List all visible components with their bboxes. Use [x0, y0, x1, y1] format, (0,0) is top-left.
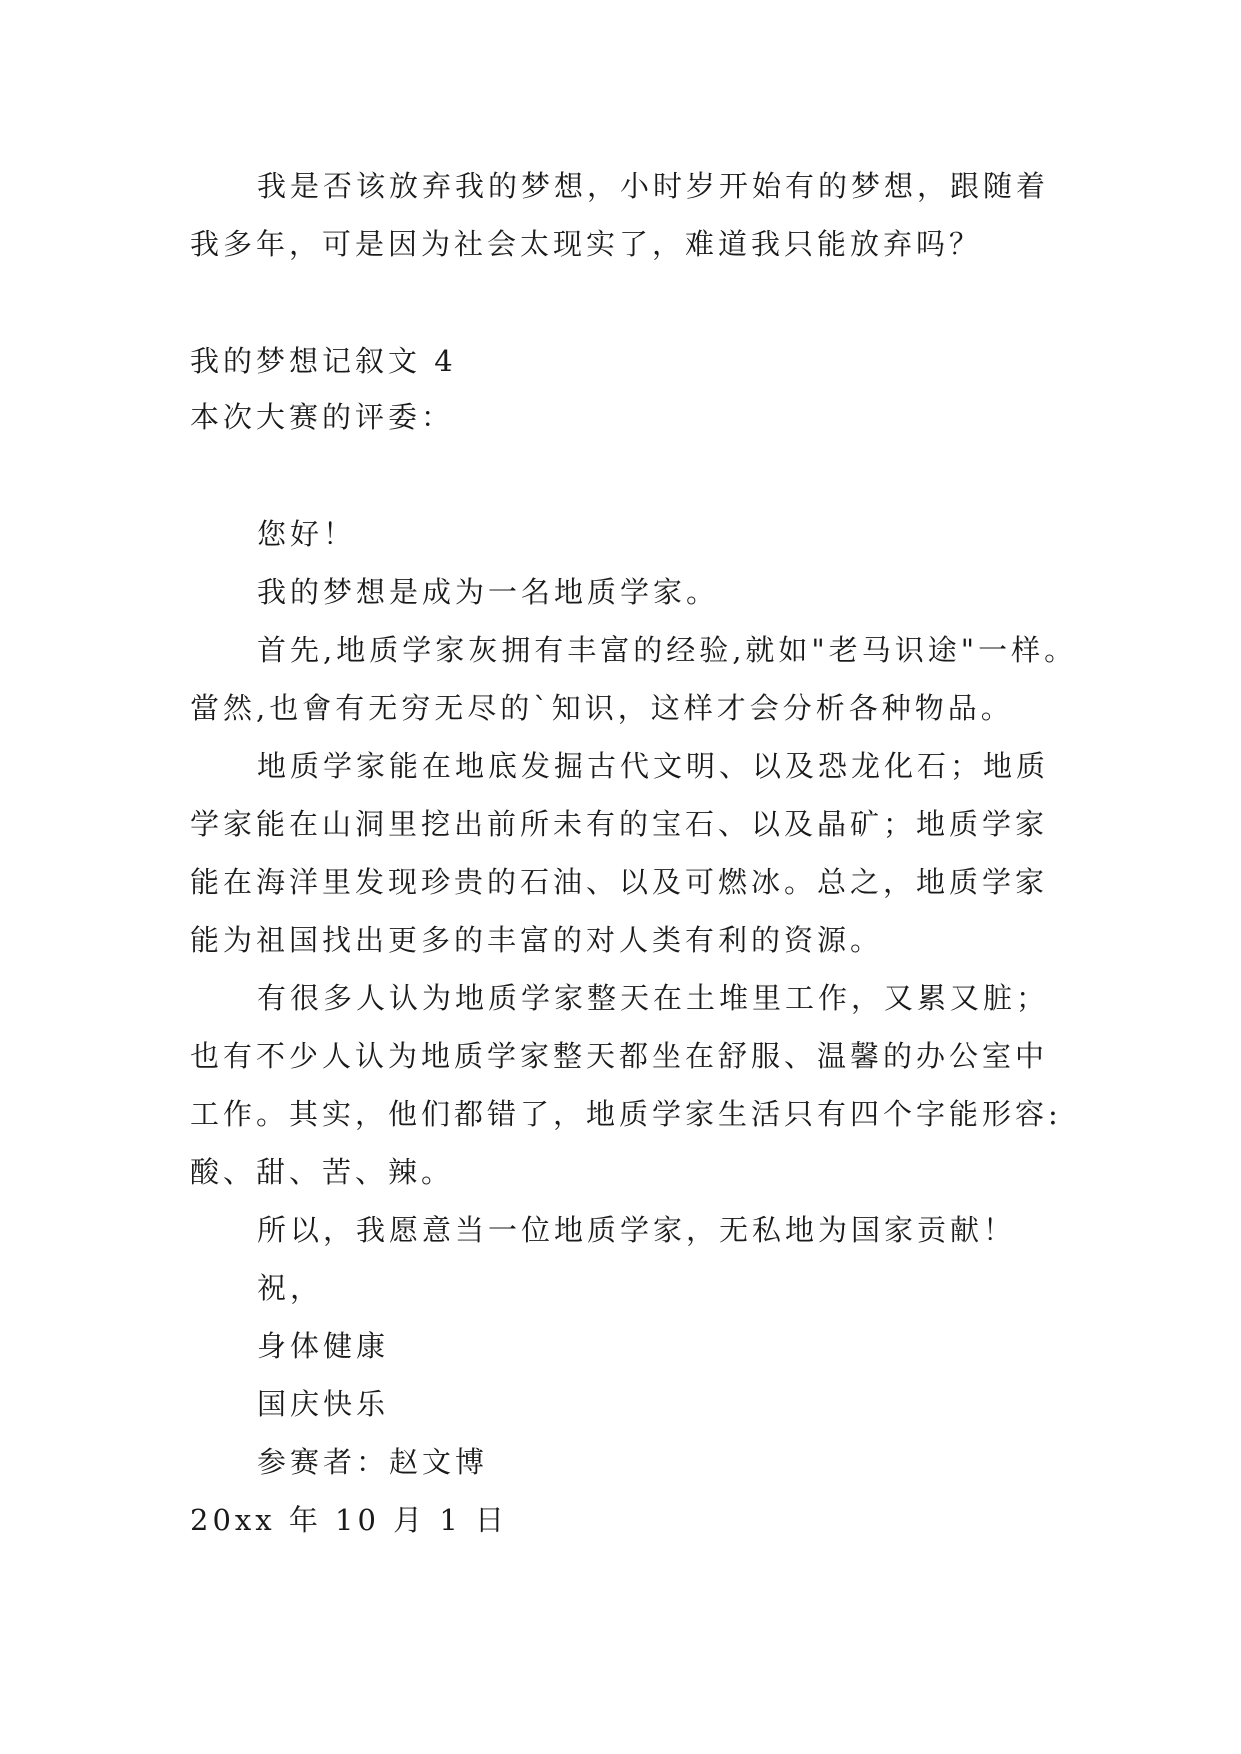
paragraph-line: 首先,地质学家灰拥有丰富的经验,就如"老马识途"一样。	[257, 633, 1078, 667]
paragraph-line: 酸、甜、苦、辣。	[190, 1155, 455, 1189]
closing-line: 身体健康	[257, 1329, 390, 1363]
paragraph-line: 也有不少人认为地质学家整天都坐在舒服、温馨的办公室中	[190, 1039, 1049, 1073]
paragraph-line: 地质学家能在地底发掘古代文明、以及恐龙化石；地质	[257, 749, 1050, 783]
paragraph-line: 我是否该放弃我的梦想，小时岁开始有的梦想，跟随着	[257, 169, 1050, 203]
paragraph-line: 我的梦想是成为一名地质学家。	[257, 575, 720, 609]
paragraph-line: 能为祖国找出更多的丰富的对人类有利的资源。	[190, 923, 884, 957]
paragraph-line: 當然,也會有无穷无尽的`知识，这样才会分析各种物品。	[190, 691, 1014, 725]
closing-line: 国庆快乐	[257, 1387, 390, 1421]
paragraph-line: 学家能在山洞里挖出前所未有的宝石、以及晶矿；地质学家	[190, 807, 1049, 841]
signature-line: 参赛者：赵文博	[257, 1445, 489, 1479]
closing-line: 祝，	[257, 1271, 324, 1305]
paragraph-line: 能在海洋里发现珍贵的石油、以及可燃冰。总之，地质学家	[190, 865, 1049, 899]
paragraph-line: 有很多人认为地质学家整天在土堆里工作，又累又脏；	[257, 981, 1050, 1015]
section-title: 我的梦想记叙文 4	[190, 344, 457, 378]
salutation-line: 本次大赛的评委：	[190, 400, 455, 434]
greeting-line: 您好！	[257, 517, 357, 551]
paragraph-line: 我多年，可是因为社会太现实了，难道我只能放弃吗？	[190, 227, 983, 261]
date-line: 20xx 年 10 月 1 日	[190, 1503, 509, 1537]
paragraph-line: 所以，我愿意当一位地质学家，无私地为国家贡献！	[257, 1213, 1017, 1247]
paragraph-line: 工作。其实，他们都错了，地质学家生活只有四个字能形容:	[190, 1097, 1062, 1131]
